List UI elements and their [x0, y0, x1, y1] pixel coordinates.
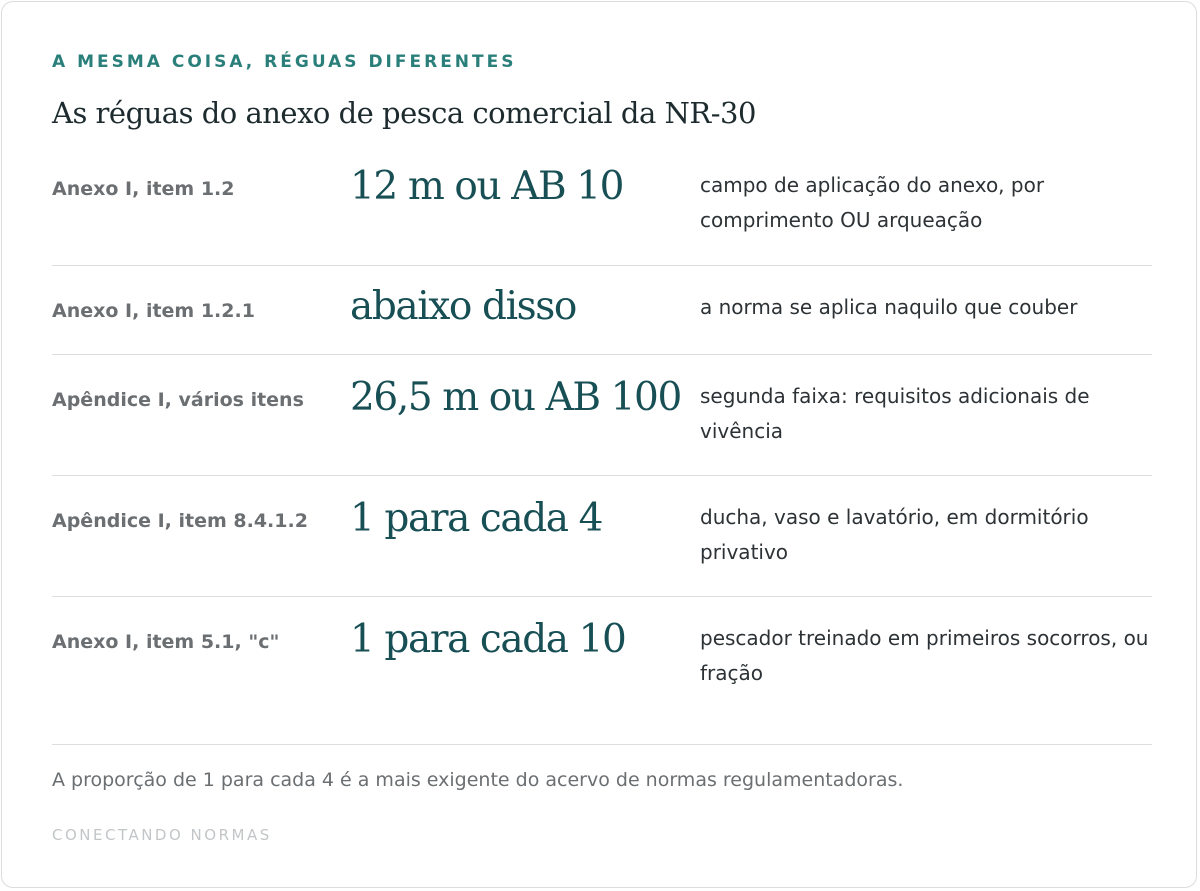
row-reference: Anexo I, item 5.1, "c" — [52, 631, 280, 653]
row-description: segunda faixa: requisitos adicionais de vivência — [700, 384, 1090, 443]
footnote: A proporção de 1 para cada 4 é a mais exigente do acervo de normas regulamentadoras. — [52, 769, 904, 791]
table-row — [52, 597, 1152, 745]
row-description: a norma se aplica naquilo que couber — [700, 295, 1078, 319]
page-title: As réguas do anexo de pesca comercial da NR-30 — [52, 96, 756, 130]
table-row — [52, 152, 1152, 266]
row-value: abaixo disso — [350, 284, 576, 329]
brand-footer: CONECTANDO NORMAS — [52, 826, 272, 844]
row-value: 1 para cada 10 — [350, 617, 626, 662]
row-description: pescador treinado em primeiros socorros, ou fração — [700, 626, 1149, 685]
eyebrow: A MESMA COISA, RÉGUAS DIFERENTES — [52, 52, 517, 72]
row-value: 12 m ou AB 10 — [350, 164, 624, 209]
row-reference: Anexo I, item 1.2 — [52, 178, 235, 200]
table-row — [52, 266, 1152, 355]
row-description: ducha, vaso e lavatório, em dormitório privativo — [700, 505, 1089, 564]
row-reference: Apêndice I, vários itens — [52, 389, 304, 411]
rules-table — [52, 152, 1152, 745]
row-value: 1 para cada 4 — [350, 496, 603, 541]
row-description: campo de aplicação do anexo, por comprimento OU arqueação — [700, 173, 1045, 232]
row-reference: Anexo I, item 1.2.1 — [52, 300, 255, 322]
card — [1, 1, 1197, 888]
table-row — [52, 355, 1152, 476]
table-row — [52, 476, 1152, 597]
row-value: 26,5 m ou AB 100 — [350, 375, 681, 420]
row-reference: Apêndice I, item 8.4.1.2 — [52, 510, 308, 532]
